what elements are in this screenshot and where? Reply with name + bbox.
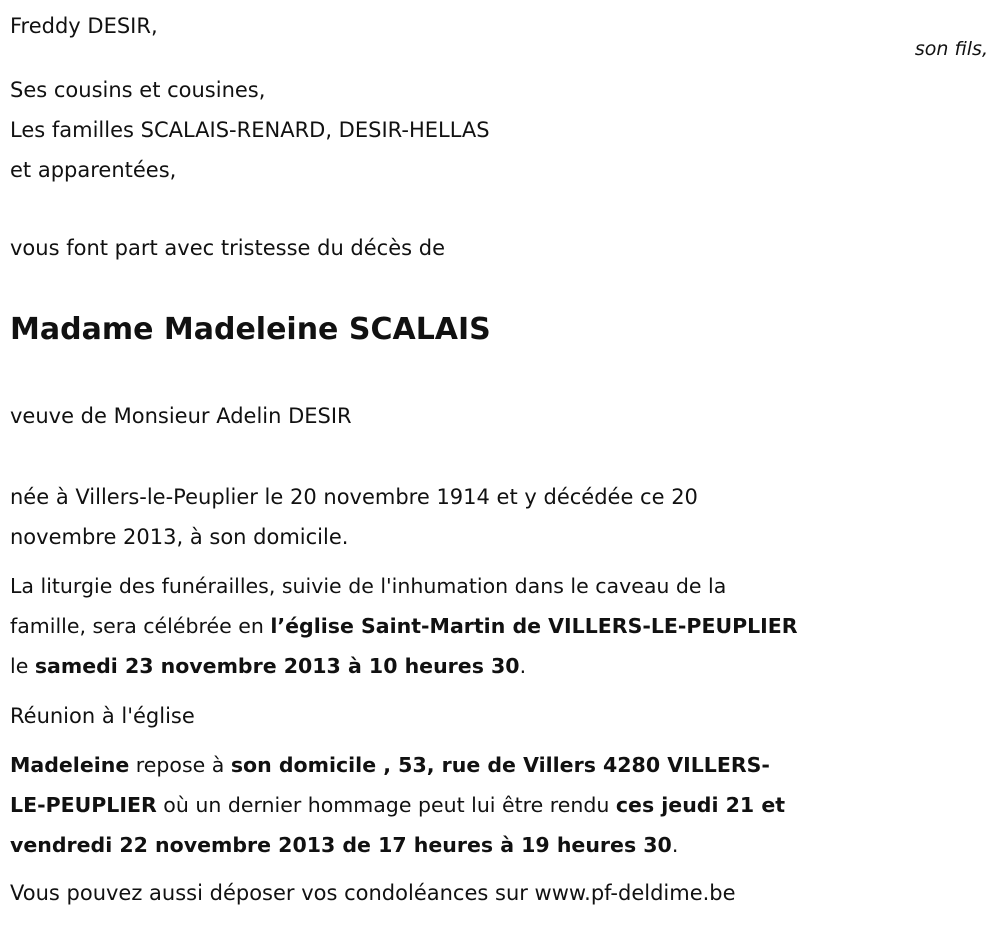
funeral-line: La liturgie des funérailles, suivie de l'inhumation dans le caveau de la <box>10 574 727 598</box>
condolences: Vous pouvez aussi déposer vos condoléances sur www.pf-deldime.be <box>10 881 736 905</box>
viewing-text: où un dernier hommage peut lui être rendu <box>156 793 616 817</box>
funeral-text: . <box>519 654 527 678</box>
viewing-info <box>10 745 785 865</box>
deceased-name: Madame Madeleine SCALAIS <box>10 312 491 347</box>
family-list <box>10 70 490 190</box>
birth-death-line: née à Villers-le-Peuplier le 20 novembre 1914 et y décédée ce 20 <box>10 485 698 509</box>
widow-of: veuve de Monsieur Adelin DESIR <box>10 404 352 428</box>
reunion: Réunion à l'église <box>10 704 195 728</box>
son-name: Freddy DESIR, <box>10 14 158 38</box>
family-line: Ses cousins et cousines, <box>10 78 266 102</box>
viewing-address: son domicile , 53, rue de Villers 4280 VILLERS- <box>230 753 770 777</box>
birth-death-line: novembre 2013, à son domicile. <box>10 525 349 549</box>
viewing-address: LE-PEUPLIER <box>10 793 157 817</box>
son-relation: son fils, <box>914 38 988 60</box>
funeral-text: le <box>10 654 35 678</box>
funeral-text: famille, sera célébrée en <box>10 614 271 638</box>
birth-death <box>10 477 698 557</box>
family-line: Les familles SCALAIS-RENARD, DESIR-HELLAS <box>10 118 490 142</box>
funeral-info <box>10 566 798 686</box>
viewing-dates: vendredi 22 novembre 2013 de 17 heures à 19 heures 30 <box>10 833 672 857</box>
viewing-dates: ces jeudi 21 et <box>615 793 786 817</box>
family-line: et apparentées, <box>10 158 177 182</box>
viewing-text: repose à <box>129 753 231 777</box>
viewing-text: . <box>671 833 679 857</box>
funeral-date: samedi 23 novembre 2013 à 10 heures 30 <box>34 654 520 678</box>
announcement: vous font part avec tristesse du décès de <box>10 236 446 260</box>
funeral-church: l’église Saint-Martin de VILLERS-LE-PEUPLIER <box>270 614 798 638</box>
viewing-name: Madeleine <box>10 753 130 777</box>
